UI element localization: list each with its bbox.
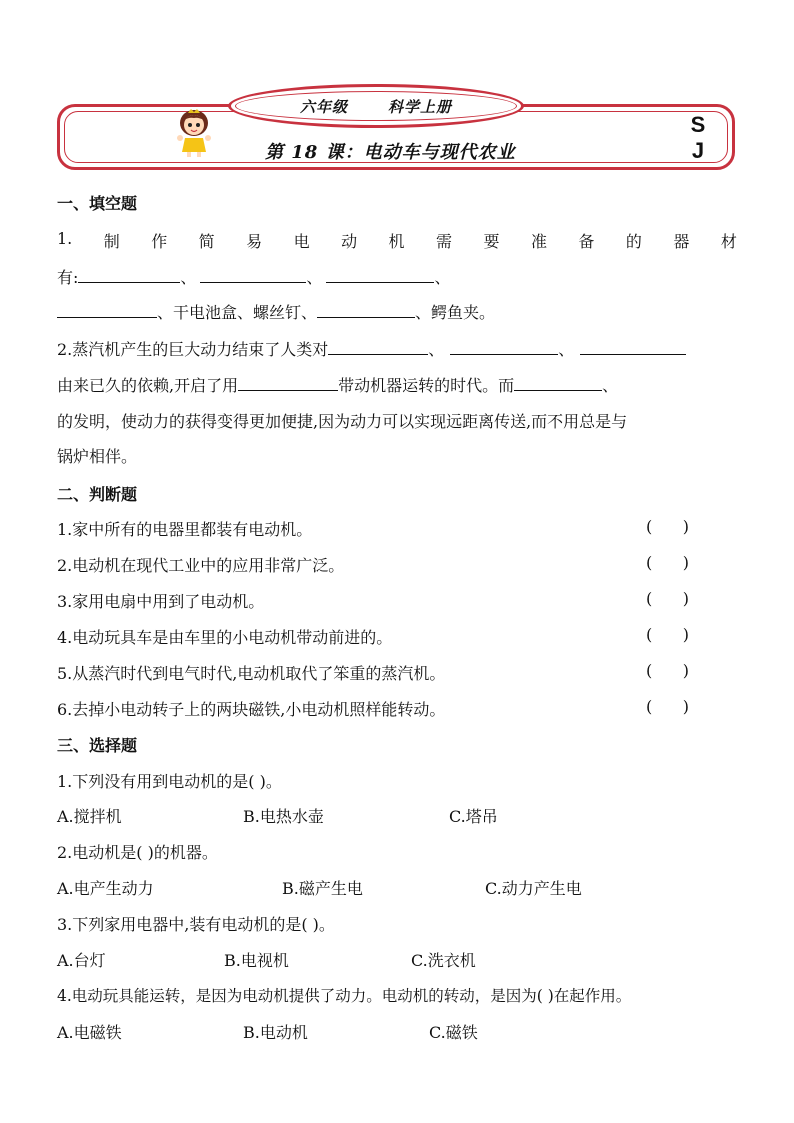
publisher-mark xyxy=(688,112,708,164)
fill-q2-text4: 、 xyxy=(602,376,619,395)
answer-blank[interactable] xyxy=(514,374,602,391)
choice-q1-option-c[interactable]: C.塔吊 xyxy=(449,807,498,826)
choice-q2-option-c[interactable]: C.动力产生电 xyxy=(485,879,582,898)
fill-q1-middle: 、干电池盒、螺丝钉、 xyxy=(157,303,318,322)
choice-q4-option-b[interactable]: B.电动机 xyxy=(243,1023,308,1042)
answer-blank[interactable] xyxy=(328,338,428,355)
grade-label: 六年级 xyxy=(299,97,348,116)
judge-item: 2.电动机在现代工业中的应用非常广泛。 xyxy=(57,556,345,575)
answer-blank[interactable] xyxy=(450,338,558,355)
fill-q1-char: 需 xyxy=(436,232,453,251)
choice-q3-option-b[interactable]: B.电视机 xyxy=(224,951,289,970)
choice-q4: 4.电动玩具能运转，是因为电动机提供了动力。电动机的转动，是因为( )在起作用。 xyxy=(57,987,632,1005)
subject-label: 科学上册 xyxy=(388,97,453,116)
judge-answer-parens[interactable]: ( ) xyxy=(646,517,689,536)
separator: 、 xyxy=(428,340,445,359)
fill-q2-line3: 的发明，使动力的获得变得更加便捷,因为动力可以实现远距离传送,而不用总是与 xyxy=(57,412,628,431)
separator: 、 xyxy=(434,268,451,287)
lesson-title: 第 18 课：电动车与现代农业 xyxy=(265,142,516,163)
judge-item: 6.去掉小电动转子上的两块磁铁,小电动机照样能转动。 xyxy=(57,700,446,719)
choice-q1: 1.下列没有用到电动机的是( )。 xyxy=(57,772,282,791)
choice-q2-option-b[interactable]: B.磁产生电 xyxy=(282,879,363,898)
judge-answer-parens[interactable]: ( ) xyxy=(646,625,689,644)
section-heading-fill: 一、填空题 xyxy=(57,194,138,213)
fill-q2-text1: 2.蒸汽机产生的巨大动力结束了人类对 xyxy=(57,340,329,359)
judge-answer-parens[interactable]: ( ) xyxy=(646,553,689,572)
choice-q4-option-c[interactable]: C.磁铁 xyxy=(429,1023,478,1042)
fill-q1-char: 材 xyxy=(720,232,737,251)
fill-q1-end: 、鳄鱼夹。 xyxy=(415,303,496,322)
choice-q4-option-a[interactable]: A.电磁铁 xyxy=(57,1023,122,1042)
fill-q2-line1 xyxy=(57,337,686,360)
fill-q1-char: 易 xyxy=(246,232,263,251)
choice-q2: 2.电动机是( )的机器。 xyxy=(57,843,218,862)
fill-q1-char: 要 xyxy=(483,232,500,251)
cartoon-girl-icon xyxy=(172,108,216,158)
header-oval xyxy=(228,84,524,128)
fill-q2-text3: 带动机器运转的时代。而 xyxy=(338,376,515,395)
choice-q1-option-a[interactable]: A.搅拌机 xyxy=(57,807,122,826)
section-heading-judge: 二、判断题 xyxy=(57,485,138,504)
judge-item: 5.从蒸汽时代到电气时代,电动机取代了笨重的蒸汽机。 xyxy=(57,664,446,683)
choice-q3-option-c[interactable]: C.洗衣机 xyxy=(411,951,476,970)
fill-q2-text2: 由来已久的依赖,开启了用 xyxy=(57,376,239,395)
answer-blank[interactable] xyxy=(57,301,157,318)
separator: 、 xyxy=(180,268,197,287)
choice-q1-option-b[interactable]: B.电热水壶 xyxy=(243,807,324,826)
fill-q1-char: 动 xyxy=(341,232,358,251)
answer-blank[interactable] xyxy=(326,266,434,283)
fill-q1-char: 准 xyxy=(530,232,547,251)
choice-q3: 3.下列家用电器中,装有电动机的是( )。 xyxy=(57,915,335,934)
answer-blank[interactable] xyxy=(200,266,306,283)
answer-blank[interactable] xyxy=(580,338,686,355)
fill-q2-line2 xyxy=(57,373,618,396)
judge-item: 3.家用电扇中用到了电动机。 xyxy=(57,592,265,611)
answer-blank[interactable] xyxy=(317,301,415,318)
judge-answer-parens[interactable]: ( ) xyxy=(646,697,689,716)
fill-q1-char: 备 xyxy=(578,232,595,251)
separator: 、 xyxy=(306,268,323,287)
fill-q2-line4: 锅炉相伴。 xyxy=(57,447,138,466)
fill-q1-char: 简 xyxy=(198,232,215,251)
publisher-mark-j: J xyxy=(691,138,705,163)
judge-answer-parens[interactable]: ( ) xyxy=(646,661,689,680)
fill-q1-prefix: 有: xyxy=(57,268,79,287)
judge-item: 4.电动玩具车是由车里的小电动机带动前进的。 xyxy=(57,628,393,647)
fill-q1-char: 制 xyxy=(103,232,120,251)
judge-answer-parens[interactable]: ( ) xyxy=(646,589,689,608)
judge-item: 1.家中所有的电器里都装有电动机。 xyxy=(57,520,313,539)
choice-q2-option-a[interactable]: A.电产生动力 xyxy=(57,879,154,898)
fill-q1-line3 xyxy=(57,300,495,323)
fill-q1-char: 作 xyxy=(151,232,168,251)
answer-blank[interactable] xyxy=(78,266,180,283)
fill-q1-line2 xyxy=(57,265,450,288)
fill-q1-line1 xyxy=(57,229,737,252)
fill-q1-char: 电 xyxy=(293,232,310,251)
fill-q1-char: 器 xyxy=(673,232,690,251)
choice-q3-option-a[interactable]: A.台灯 xyxy=(57,951,106,970)
section-heading-choice: 三、选择题 xyxy=(57,736,138,755)
separator: 、 xyxy=(558,340,575,359)
fill-q1-char: 的 xyxy=(625,232,642,251)
fill-q1-char: 1. xyxy=(57,229,73,248)
fill-q1-char: 机 xyxy=(388,232,405,251)
answer-blank[interactable] xyxy=(238,374,338,391)
publisher-mark-s: S xyxy=(690,112,706,137)
